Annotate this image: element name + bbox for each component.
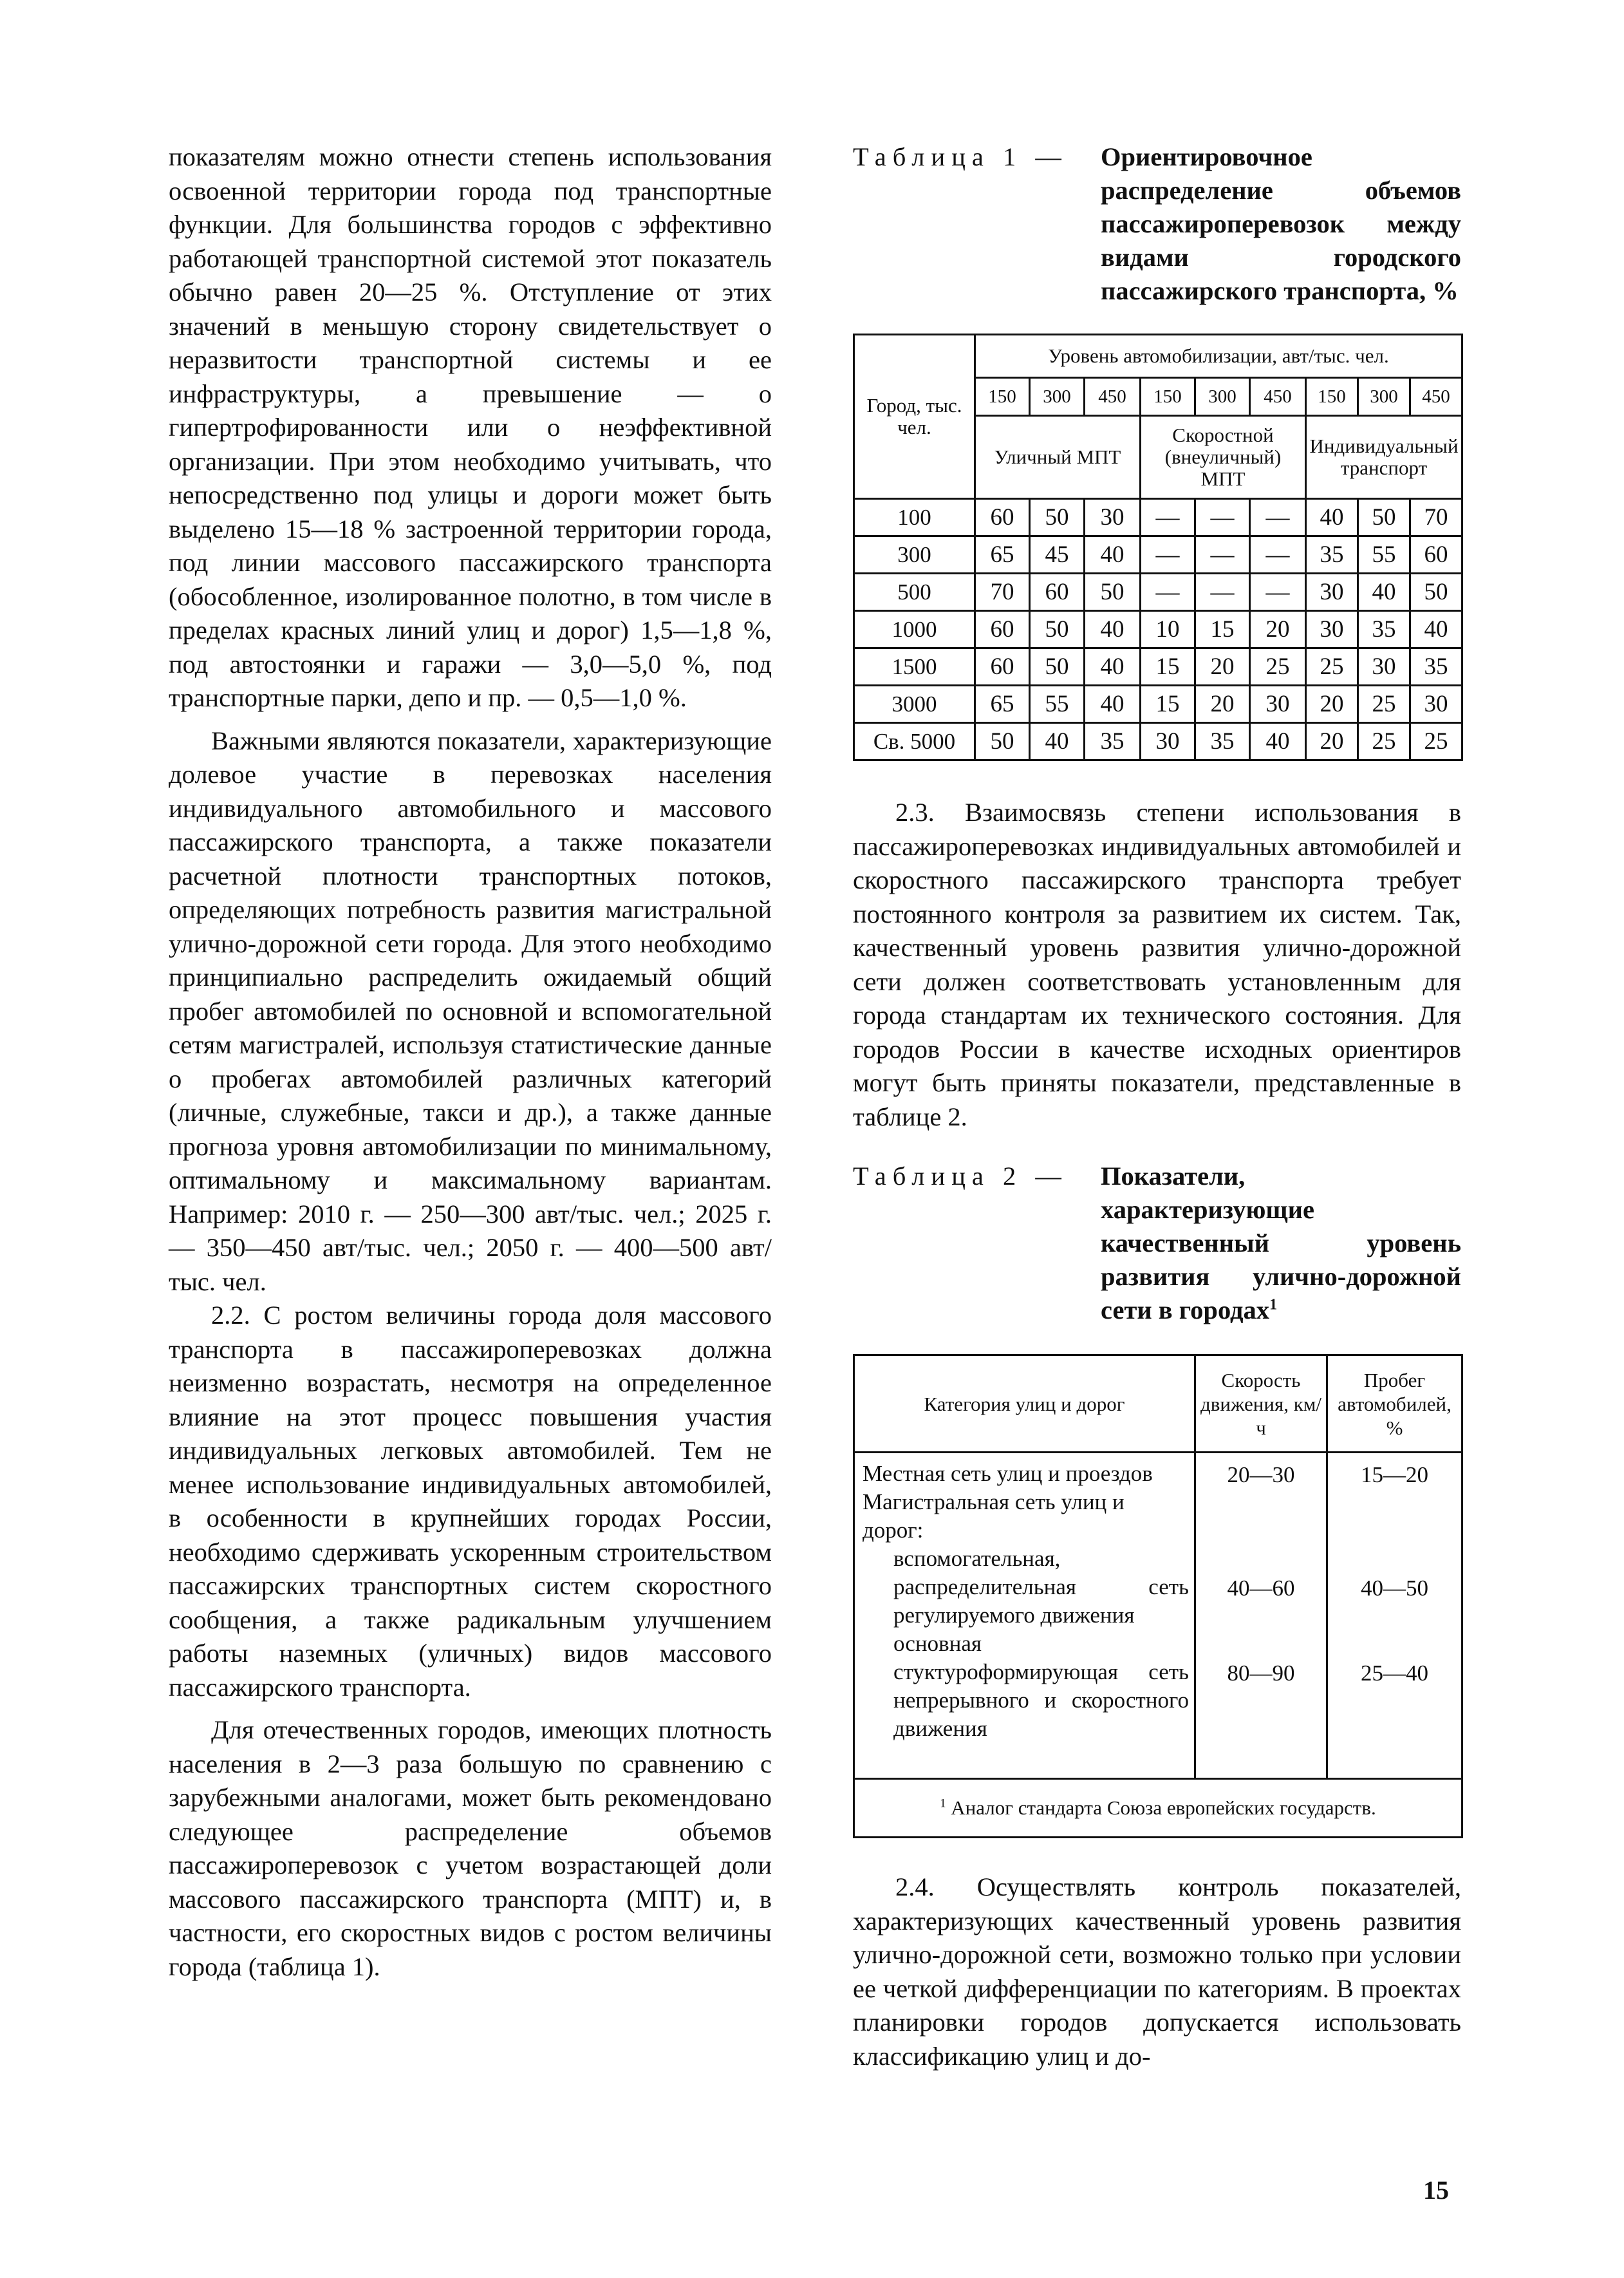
table1-city-cell: 1000 <box>854 611 975 648</box>
table1-value-cell: 50 <box>1030 648 1085 686</box>
table1-city-cell: 500 <box>854 574 975 611</box>
table1-value-cell: 35 <box>1410 648 1462 686</box>
table2-speed-aux: 40—60 <box>1227 1576 1295 1601</box>
table1-city-header: Город, тыс. чел. <box>854 335 975 499</box>
table1-value-cell: — <box>1250 499 1306 536</box>
table1-value-cell: 50 <box>1085 574 1141 611</box>
table1-value-cell: 60 <box>975 648 1030 686</box>
table2-caption <box>853 1160 1461 1327</box>
table1-value-cell: — <box>1195 499 1250 536</box>
table1-label: Таблица 1 — <box>853 142 1068 171</box>
table1-city-cell: 3000 <box>854 686 975 723</box>
table1-value-cell: 15 <box>1141 686 1195 723</box>
table1-caption <box>853 140 1461 308</box>
table1-value-cell: 10 <box>1141 611 1195 648</box>
table1-value-cell: 45 <box>1030 536 1085 574</box>
table1-value-cell: 25 <box>1358 723 1410 760</box>
table1-level-cell: 150 <box>1306 378 1358 416</box>
table1-value-cell: 15 <box>1141 648 1195 686</box>
table1-value-cell: 30 <box>1410 686 1462 723</box>
table2-footnote <box>854 1779 1462 1838</box>
table1-value-cell: — <box>1141 536 1195 574</box>
table1-value-cell: 50 <box>1030 611 1085 648</box>
table1-value-cell: 40 <box>1085 536 1141 574</box>
table1-value-cell: 60 <box>975 499 1030 536</box>
table2-mileage-local: 15—20 <box>1361 1462 1428 1487</box>
table1-value-cell: 35 <box>1306 536 1358 574</box>
table1-value-cell: 20 <box>1306 723 1358 760</box>
table1-level-cell: 150 <box>975 378 1030 416</box>
table1-value-cell: — <box>1141 499 1195 536</box>
table2-local-net: Местная сеть улиц и проездов <box>863 1461 1153 1486</box>
table1-value-cell: 35 <box>1195 723 1250 760</box>
table1-value-cell: 40 <box>1306 499 1358 536</box>
table1-level-cell: 300 <box>1358 378 1410 416</box>
table1-value-cell: 40 <box>1358 574 1410 611</box>
table1-value-cell: 55 <box>1030 686 1085 723</box>
table2-speed-main: 80—90 <box>1227 1661 1295 1686</box>
table1-city-cell: 100 <box>854 499 975 536</box>
table1-value-cell: 50 <box>1030 499 1085 536</box>
table1-body <box>854 499 1462 760</box>
paragraph-domestic-cities: Для отечественных городов, имеющих плотность населения в 2—3 раза большую по сравнению с зарубежными аналогами, может быть рекомендовано следующее распределение объемов пассажироперевозок с учетом возрастающей доли массового пассажирского транспорта (МПТ) и, в частности, его скоростных видов с ростом величины города (таблица 1). <box>169 1715 772 1981</box>
table1-value-cell: 35 <box>1085 723 1141 760</box>
table1-value-cell: 50 <box>1410 574 1462 611</box>
table1-value-cell: — <box>1250 574 1306 611</box>
table2-title <box>1101 1160 1461 1327</box>
table1-city-cell: Св. 5000 <box>854 723 975 760</box>
table1 <box>853 334 1463 761</box>
table1-level-cell: 450 <box>1085 378 1141 416</box>
table1-row <box>854 686 1462 723</box>
table1-value-cell: 40 <box>1030 723 1085 760</box>
table1-value-cell: — <box>1141 574 1195 611</box>
table1-value-cell: 20 <box>1195 686 1250 723</box>
table1-value-cell: 60 <box>1030 574 1085 611</box>
table1-value-cell: 30 <box>1085 499 1141 536</box>
table2-header-speed: Скорость движения, км/ч <box>1195 1355 1327 1453</box>
table1-value-cell: 30 <box>1358 648 1410 686</box>
table1-row <box>854 574 1462 611</box>
paragraph-indicators: Важными являются показатели, характеризующие долевое участие в перевозках населения индивидуального автомобильного и массового пассажирского транспорта, а также показатели расчетной плотности транспортных потоков, определяющих потребность развития магистральной улично-дорожной сети города. Для этого необходимо принципиально распределить ожидаемый общий пробег автомобилей по основной и вспомогательной сетям магистралей, используя статистические данные о пробегах автомобилей различных категорий (личные, служебные, такси и др.), а также данные прогноза уровня автомобилизации по минимальному, оптимальному и максимальному вариантам. Например: 2010 г. — 250—300 авт/тыс. чел.; 2025 г. — 350—450 авт/тыс. чел.; 2050 г. — 400—500 авт/тыс. чел. <box>169 726 772 1296</box>
table1-value-cell: 30 <box>1306 574 1358 611</box>
table1-group-header: Скоростной (внеуличный) МПТ <box>1141 416 1306 499</box>
table1-city-cell: 1500 <box>854 648 975 686</box>
table2-footnote-text: Аналог стандарта Союза европейских государств. <box>951 1796 1376 1819</box>
table1-value-cell: 50 <box>975 723 1030 760</box>
table1-value-cell: 60 <box>1410 536 1462 574</box>
table1-value-cell: 40 <box>1250 723 1306 760</box>
table1-level-cell: 300 <box>1195 378 1250 416</box>
paragraph-2-4: 2.4. Осуществлять контроль показателей, характеризующих качественный уровень развития улично-дорожной сети, возможно только при условии ее четкой дифференциации по категориям. В проектах планировки городов допускается использовать классификацию улиц и до- <box>853 1872 1461 2071</box>
right-column <box>853 140 1461 2073</box>
table1-value-cell: 20 <box>1306 686 1358 723</box>
table1-row <box>854 611 1462 648</box>
table1-group-header: Индивидуальный транспорт <box>1306 416 1462 499</box>
table2-mileage-main: 25—40 <box>1361 1661 1428 1686</box>
table1-value-cell: 50 <box>1358 499 1410 536</box>
table1-value-cell: 30 <box>1141 723 1195 760</box>
table1-value-cell: 65 <box>975 536 1030 574</box>
table1-value-cell: 40 <box>1410 611 1462 648</box>
table2-header-mileage: Пробег автомобилей, % <box>1327 1355 1462 1453</box>
table1-value-cell: 70 <box>1410 499 1462 536</box>
table1-value-cell: 60 <box>975 611 1030 648</box>
paragraph-2-2: 2.2. С ростом величины города доля массового транспорта в пассажироперевозках должна неизменно возрастать, несмотря на определенное влияние на этот процесс повышения участия индивидуальных легковых автомобилей. Тем не менее использование индивидуальных автомобилей, в особенности в крупнейших городах России, необходимо сдерживать ускоренным строительством пассажирских транспортных систем скоростного сообщения, а также радикальным улучшением работы наземных (уличных) видов массового пассажирского транспорта. <box>169 1301 772 1702</box>
table1-value-cell: 25 <box>1358 686 1410 723</box>
table2-category-cell <box>854 1453 1195 1779</box>
table1-value-cell: 35 <box>1358 611 1410 648</box>
table1-value-cell: 40 <box>1085 611 1141 648</box>
table1-row <box>854 723 1462 760</box>
table1-level-cell: 450 <box>1410 378 1462 416</box>
table1-value-cell: 30 <box>1250 686 1306 723</box>
table1-row <box>854 536 1462 574</box>
table1-value-cell: 25 <box>1306 648 1358 686</box>
table2-speed-cell <box>1195 1453 1327 1779</box>
table2-core-net: основная стуктуроформирующая сеть непрерывного и скоростного движения <box>893 1631 1189 1741</box>
table2 <box>853 1354 1463 1838</box>
table1-row <box>854 648 1462 686</box>
table1-value-cell: 40 <box>1085 648 1141 686</box>
table1-level-cell: 450 <box>1250 378 1306 416</box>
paragraph-intro: показателям можно отнести степень использования освоенной территории города под транспортные функции. Для большинства городов с эффективно работающей транспортной системой этот показатель обычно равен 20—25 %. Отступление от этих значений в меньшую сторону свидетельствует о неразвитости транспортной системы и ее инфраструктуры, а превышение — о гипертрофированности или о неэффективной организации. При этом необходимо учитывать, что непосредственно под улицы и дороги может быть выделено 15—18 % застроенной территории города, под линии массового пассажирского транспорта (обособленное, изолированное полотно, в том числе в пределах красных линий улиц и дорог) 1,5—1,8 %, под автостоянки и гаражи — 3,0—5,0 %, под транспортные парки, депо и пр. — 0,5—1,0 %. <box>169 142 772 712</box>
table1-title: Ориентировочное распределение объемов пассажироперевозок между видами городского пассажирского транспорта, % <box>1101 142 1461 305</box>
left-column <box>169 140 772 1984</box>
table1-value-cell: 20 <box>1195 648 1250 686</box>
table2-title-footnote-mark: 1 <box>1269 1295 1278 1313</box>
table2-speed-local: 20—30 <box>1227 1462 1295 1487</box>
table1-value-cell: — <box>1195 536 1250 574</box>
table1-value-cell: 40 <box>1085 686 1141 723</box>
table1-level-cell: 300 <box>1030 378 1085 416</box>
table1-value-cell: 30 <box>1306 611 1358 648</box>
table1-row <box>854 499 1462 536</box>
table2-main-net: Магистральная сеть улиц и дорог: <box>863 1489 1125 1543</box>
table1-value-cell: 70 <box>975 574 1030 611</box>
table2-mileage-cell <box>1327 1453 1462 1779</box>
table1-level-header: Уровень автомобилизации, авт/тыс. чел. <box>975 335 1462 378</box>
table2-mileage-aux: 40—50 <box>1361 1576 1428 1601</box>
table2-footnote-mark: 1 <box>940 1796 946 1811</box>
table1-value-cell: 25 <box>1410 723 1462 760</box>
table1-value-cell: 55 <box>1358 536 1410 574</box>
table2-label: Таблица 2 — <box>853 1162 1068 1191</box>
table2-header-category: Категория улиц и дорог <box>854 1355 1195 1453</box>
table1-value-cell: 15 <box>1195 611 1250 648</box>
table1-city-cell: 300 <box>854 536 975 574</box>
table2-aux-net: вспомогательная, распределительная сеть регулируемого движения <box>893 1546 1189 1628</box>
table1-group-header: Уличный МПТ <box>975 416 1141 499</box>
table2-title-text: Показатели, характеризующие качественный уровень развития улично-дорожной сети в городах <box>1101 1162 1461 1324</box>
paragraph-2-3: 2.3. Взаимосвязь степени использования в пассажироперевозках индивидуальных автомобилей и скоростного пассажирского транспорта требует постоянного контроля за развитием их систем. Так, качественный уровень развития улично-дорожной сети должен соответствовать установленным для города стандартам их технического состояния. Для городов России в качестве исходных ориентиров могут быть приняты показатели, представленные в таблице 2. <box>853 798 1461 1131</box>
table1-value-cell: 25 <box>1250 648 1306 686</box>
table1-value-cell: 65 <box>975 686 1030 723</box>
table1-value-cell: — <box>1195 574 1250 611</box>
table1-value-cell: 20 <box>1250 611 1306 648</box>
table1-level-cell: 150 <box>1141 378 1195 416</box>
table1-value-cell: — <box>1250 536 1306 574</box>
table2-row <box>854 1453 1462 1779</box>
page-number: 15 <box>1423 2176 1449 2205</box>
